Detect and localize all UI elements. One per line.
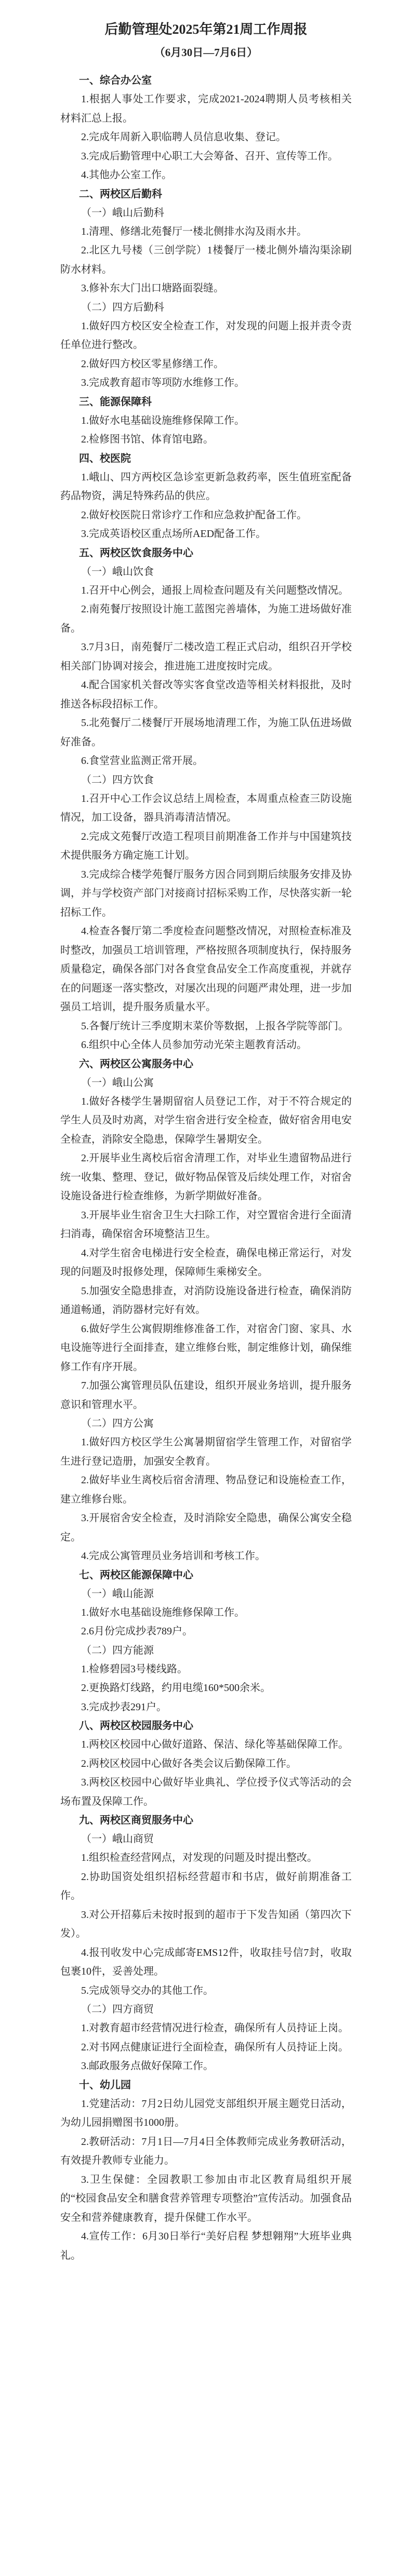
subsection-heading: （一）峨山公寓 (81, 1077, 154, 1089)
paragraph: 2.6月份完成抄表789户。 (81, 1626, 193, 1637)
paragraph: 3.7月3日，南苑餐厅二楼改造工程正式启动，组织召开学校相关部门协调对接会，推进施工进度按时完成。 (60, 641, 352, 672)
paragraph: 1.做好四方校区学生公寓暑期留宿学生管理工作，对留宿学生进行登记造册，加强安全教育。 (60, 1437, 352, 1467)
paragraph: 5.加强安全隐患排查，对消防设施设备进行检查，确保消防通道畅通，消防器材完好有效。 (60, 1285, 352, 1316)
paragraph: 3.完成后勤管理中心职工大会筹备、召开、宣传等工作。 (81, 150, 338, 162)
subsection-heading: （二）四方饮食 (81, 774, 154, 786)
report-title: 后勤管理处2025年第21周工作周报 (104, 22, 308, 37)
report-date-range: （6月30日—7月6日） (154, 46, 258, 59)
section-heading: 四、校医院 (79, 452, 131, 464)
paragraph: 1.召开中心工作会议总结上周检查，本周重点检查三防设施情况，加工设备，器具消毒清洁情况。 (60, 793, 352, 823)
paragraph: 5.完成领导交办的其他工作。 (81, 1984, 214, 1996)
paragraph: 1.检修碧园3号楼线路。 (81, 1663, 188, 1675)
subsection-heading: （二）四方公寓 (81, 1418, 154, 1429)
paragraph: 1.组织检查经营网点，对发现的问题及时提出整改。 (81, 1852, 317, 1863)
subsection-heading: （一）峨山能源 (81, 1588, 154, 1600)
subsection-heading: （二）四方后勤科 (81, 301, 164, 313)
paragraph: 2.做好四方校区零星修缮工作。 (81, 358, 224, 370)
subsection-heading: （二）四方能源 (81, 1644, 154, 1656)
paragraph: 1.根据人事处工作要求，完成2021-2024聘期人员考核相关材料汇总上报。 (60, 93, 352, 124)
paragraph: 3.修补东大门出口塘路面裂缝。 (81, 283, 224, 294)
paragraph: 7.加强公寓管理员队伍建设，组织开展业务培训，提升服务意识和管理水平。 (60, 1380, 352, 1411)
paragraph: 1.对教育超市经营情况进行检查，确保所有人员持证上岗。 (81, 2022, 349, 2034)
section-heading: 七、两校区能源保障中心 (79, 1569, 193, 1581)
paragraph: 2.北区九号楼（三创学院）1楼餐厅一楼北侧外墙沟渠涂刷防水材料。 (60, 245, 352, 275)
paragraph: 3.完成综合楼学苑餐厅服务方因合同到期后续服务安排及协调，并与学校资产部门对接商讨招标采购工作，尽快落实新一轮招标工作。 (60, 868, 352, 918)
paragraph: 2.完成年周新入职临聘人员信息收集、登记。 (81, 131, 286, 143)
paragraph: 3.卫生保健：全园教职工参加由市北区教育局组织开展的“校园食品安全和膳食营养管理专项整治”宣传活动。加强食品安全和营养健康教育，提升保健工作水平。 (60, 2174, 352, 2223)
section-heading: 二、两校区后勤科 (79, 188, 162, 200)
paragraph: 2.更换路灯线路，约用电缆160*500余米。 (81, 1682, 271, 1694)
section-heading: 十、幼儿园 (79, 2079, 131, 2091)
paragraph: 3.开展宿舍安全检查，及时消除安全隐患，确保公寓安全稳定。 (60, 1512, 352, 1543)
paragraph: 6.组织中心全体人员参加劳动光荣主题教育活动。 (81, 1039, 307, 1051)
paragraph: 2.做好校医院日常诊疗工作和应急救护配备工作。 (81, 509, 307, 521)
section-heading: 八、两校区校园服务中心 (79, 1720, 193, 1732)
paragraph: 4.报刊收发中心完成邮寄EMS12件，收取挂号信7封，收取包裹10件，妥善处理。 (60, 1947, 352, 1977)
section-heading: 五、两校区饮食服务中心 (79, 547, 193, 559)
paragraph: 4.配合国家机关督改等实客食堂改造等相关材料报批，及时推送各标段招标工作。 (60, 679, 352, 710)
paragraph: 1.召开中心例会，通报上周检查问题及有关问题整改情况。 (81, 584, 349, 596)
paragraph: 2.检修图书馆、体育馆电路。 (81, 434, 214, 445)
paragraph: 1.做好各楼学生暑期留宿人员登记工作，对于不符合规定的学生人员及时劝离，对学生宿舍进行安全检查，做好宿舍用电安全检查，消除安全隐患，保障学生暑期安全。 (60, 1095, 352, 1145)
paragraph: 2.南苑餐厅按照设计施工蓝图完善墙体，为施工进场做好准备。 (60, 603, 352, 634)
subsection-heading: （一）峨山后勤科 (81, 207, 164, 219)
subsection-heading: （一）峨山饮食 (81, 566, 154, 578)
section-heading: 一、综合办公室 (79, 75, 152, 86)
paragraph: 1.做好水电基础设施维修保障工作。 (81, 1606, 245, 1618)
section-heading: 六、两校区公寓服务中心 (79, 1058, 193, 1070)
subsection-heading: （一）峨山商贸 (81, 1833, 154, 1845)
paragraph: 2.做好毕业生离校后宿舍清理、物品登记和设施检查工作，建立维修台账。 (60, 1474, 352, 1505)
paragraph: 2.协助国资处组织招标经营超市和书店，做好前期准备工作。 (60, 1871, 352, 1901)
paragraph: 2.两校区校园中心做好各类会议后勤保障工作。 (81, 1757, 297, 1769)
paragraph: 1.做好四方校区安全检查工作，对发现的问题上报并责令责任单位进行整改。 (60, 320, 352, 351)
paragraph: 2.开展毕业生离校后宿舍清理工作，对毕业生遗留物品进行统一收集、整理、登记，做好物品保管及后续处理工作，对宿舍设施设备进行检查维修，为新学期做好准备。 (60, 1152, 352, 1202)
paragraph: 1.峨山、四方两校区急诊室更新急救药率，医生值班室配备药品物资，满足特殊药品的供应。 (60, 471, 352, 502)
paragraph: 4.检查各餐厅第二季度检查问题整改情况，对照检查标准及时整改，加强员工培训管理，严格按照各项制度执行，保持服务质量稳定，确保各部门对各食堂食品安全工作高度重视，并就存在的问题逐一落实整改，对屡次出现的问题严肃处理，进一步加强员工培训，提升服务质量水平。 (60, 925, 352, 1013)
paragraph: 5.北苑餐厅二楼餐厅开展场地清理工作，为施工队伍进场做好准备。 (60, 717, 352, 748)
section-heading: 九、两校区商贸服务中心 (79, 1815, 193, 1826)
paragraph: 2.对书网点健康证进行全面检查，确保所有人员持证上岗。 (81, 2041, 349, 2053)
paragraph: 3.两校区校园中心做好毕业典礼、学位授予仪式等活动的会场布置及保障工作。 (60, 1777, 352, 1807)
paragraph: 4.对学生宿舍电梯进行安全检查，确保电梯正常运行，对发现的问题及时报修处理，保障师生乘梯安全。 (60, 1247, 352, 1278)
paragraph: 2.教研活动：7月1日—7月4日全体教师完成业务教研活动，有效提升教师专业能力。 (60, 2136, 352, 2166)
subsection-heading: （二）四方商贸 (81, 2004, 154, 2015)
paragraph: 3.完成教育超市等项防水维修工作。 (81, 377, 245, 388)
paragraph: 4.宣传工作：6月30日举行“美好启程 梦想翱翔”大班毕业典礼。 (60, 2231, 352, 2261)
paragraph: 3.对公开招募后未按时报到的超市于下发告知函（第四次下发）。 (60, 1909, 352, 1939)
paragraph: 6.做好学生公寓假期维修准备工作，对宿舍门窗、家具、水电设施等进行全面排查，建立维修台账，制定维修计划，确保维修工作有序开展。 (60, 1323, 352, 1373)
paragraph: 2.完成文苑餐厅改造工程项目前期准备工作并与中国建筑技术提供服务方确定施工计划。 (60, 830, 352, 861)
paragraph: 3.开展毕业生宿舍卫生大扫除工作，对空置宿舍进行全面清扫消毒，确保宿舍环境整洁卫生。 (60, 1209, 352, 1240)
paragraph: 1.两校区校园中心做好道路、保洁、绿化等基础保障工作。 (81, 1739, 349, 1750)
paragraph: 3.完成抄表291户。 (81, 1701, 167, 1713)
paragraph: 4.其他办公室工作。 (81, 169, 172, 181)
paragraph: 4.完成公寓管理员业务培训和考核工作。 (81, 1550, 265, 1562)
section-heading: 三、能源保障科 (79, 396, 152, 408)
report-body (60, 71, 352, 2265)
paragraph: 1.党建活动：7月2日幼儿园党支部组织开展主题党日活动，为幼儿园捐赠图书1000册。 (60, 2098, 352, 2128)
paragraph: 3.邮政服务点做好保障工作。 (81, 2060, 214, 2072)
paragraph: 6.食堂营业监测正常开展。 (81, 755, 203, 767)
paragraph: 5.各餐厅统计三季度期末菜价等数据，上报各学院等部门。 (81, 1020, 349, 1032)
paragraph: 1.清理、修缮北苑餐厅一楼北侧排水沟及雨水井。 (81, 225, 307, 237)
paragraph: 1.做好水电基础设施维修保障工作。 (81, 414, 245, 426)
paragraph: 3.完成英语校区重点场所AED配备工作。 (81, 528, 267, 540)
